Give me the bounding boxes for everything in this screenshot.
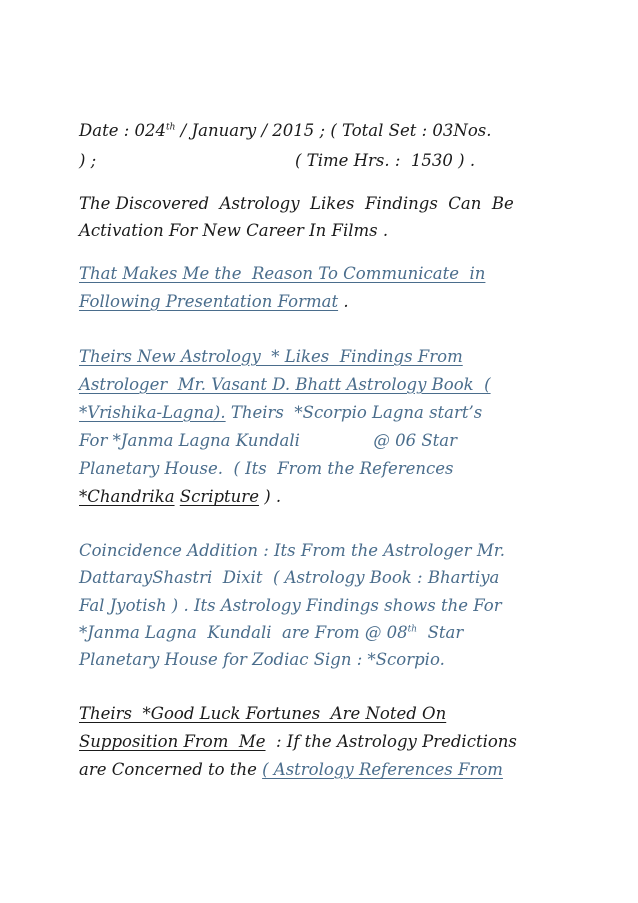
para2-line1: That Makes Me the Reason To Communicate in [79,264,486,283]
para5-line2 [79,731,517,753]
vrishika-lagna-text: *Vrishika-Lagna). [79,403,226,422]
para5-line2-rest: : If the Astrology Predictions [265,732,517,751]
supposition-text: Supposition From Me [79,732,266,751]
para3-line3 [79,402,482,424]
para3-line6 [79,486,281,508]
date-superscript: th [166,122,176,133]
para3-line3-rest: Theirs *Scorpio Lagna start’s [225,403,483,422]
time-text: ( Time Hrs. : 1530 ) . [295,151,476,170]
date-line [79,120,491,142]
para3-line1: Theirs New Astrology * Likes Findings From [79,347,463,366]
para4-line2: DattarayShastri Dixit ( Astrology Book : Bhartiya [79,568,500,587]
para4-line1: Coincidence Addition : Its From the Astrologer Mr. [79,541,506,560]
para4-line5: Planetary House for Zodiac Sign : *Scorpio. [79,650,445,669]
presentation-format-link: Following Presentation Format [79,292,339,311]
para2-line2-rest: . [338,292,349,311]
para1-line2: Activation For New Career In Films . [79,221,389,240]
para4-line4-a: *Janma Lagna Kundali are From @ 08 [79,623,408,642]
para3-line5: Planetary House. ( Its From the References [79,459,454,478]
para3-line4: For *Janma Lagna Kundali @ 06 Star [79,431,457,450]
time-left: ) ; [79,151,97,170]
para5-line3-a: are Concerned to the [79,760,263,779]
astrology-references-text: ( Astrology References From [262,760,503,779]
para4-line4 [79,622,463,644]
para1-line1: The Discovered Astrology Likes Findings Can Be [79,194,514,213]
scripture-text: Scripture [179,487,259,506]
para4-line4-b: Star [417,623,464,642]
time-line [79,150,476,172]
chandrika-text: *Chandrika [79,487,175,506]
para5-line3 [79,759,503,781]
para3-line2: Astrologer Mr. Vasant D. Bhatt Astrology Book ( [79,375,491,394]
para4-superscript: th [407,624,418,635]
para4-line3: Fal Jyotish ) . Its Astrology Findings shows the For [79,596,502,615]
para5-line1: Theirs *Good Luck Fortunes Are Noted On [79,704,447,723]
date-prefix: Date : 024 [79,121,167,140]
para3-line6-rest: ) . [258,487,282,506]
date-rest: / January / 2015 ; ( Total Set : 03Nos. [175,121,492,140]
para2-line2 [79,291,349,313]
